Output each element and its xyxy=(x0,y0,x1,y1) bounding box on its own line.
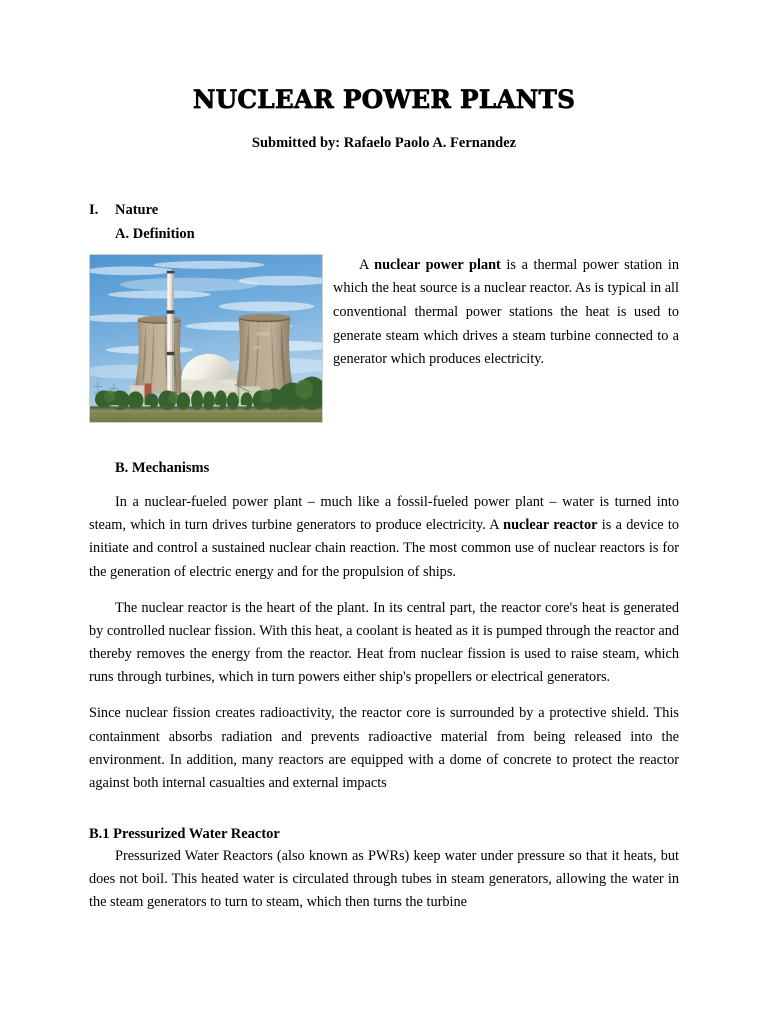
definition-rest: is a thermal power station in which the heat source is a nuclear reactor. As is typical in all conventional thermal power stations the heat is used to generate steam which drives a steam turbine connected to a generator which produces electricity. xyxy=(333,256,679,368)
definition-lead: A xyxy=(359,256,375,273)
heading-b-mechanisms: B. Mechanisms xyxy=(115,459,210,476)
submitted-by-line xyxy=(89,114,679,152)
pwr-paragraph-1: Pressurized Water Reactors (also known as PWRs) keep water under pressure so that it heats, but does not boil. This heated water is circulated through tubes in steam generators, allowing the water in the steam generators to turn to steam, which then turns the turbine xyxy=(89,847,679,910)
nuclear-power-plant-photo xyxy=(89,254,323,423)
mechanisms-paragraph-1 xyxy=(89,491,679,584)
heading-section-i xyxy=(89,152,679,221)
heading-b1-pressurized-water-reactor: B.1 Pressurized Water Reactor xyxy=(89,826,280,842)
definition-paragraph xyxy=(333,254,679,373)
heading-section-i-number: I. xyxy=(89,202,99,219)
mechanisms-paragraph-2: The nuclear reactor is the heart of the plant. In its central part, the reactor core's heat is generated by controlled nuclear fission. With this heat, a coolant is heated as it is pumped through the reactor and thereby removes the energy from the reactor. Heat from nuclear fission is used to raise steam, which runs through turbines, which in turn powers either ship's propellers or electrical generators. xyxy=(89,599,679,686)
heading-a-definition: A. Definition xyxy=(115,226,195,242)
mechanisms-paragraph-3: Since nuclear fission creates radioactivity, the reactor core is surrounded by a protective shield. This containment absorbs radiation and prevents radioactive material from being released into the environment. In addition, many reactors are equipped with a dome of concrete to protect the reactor against both internal casualties and external impacts xyxy=(89,705,679,791)
submitted-by-label: Submitted by: xyxy=(251,135,341,152)
document-content xyxy=(89,0,679,914)
page-title: NUCLEAR POWER PLANTS xyxy=(192,85,576,115)
nuclear-power-plant-illustration xyxy=(90,255,322,422)
definition-figure-block xyxy=(89,254,679,423)
mechanisms-p1-part1: In a nuclear-fueled power plant – much like a fossil-fueled power plant – water is turned into steam, which in turn drives turbine generators to produce electricity. A xyxy=(89,494,679,534)
mechanisms-p1-term: nuclear reactor xyxy=(503,517,598,534)
heading-section-i-label: Nature xyxy=(115,202,159,219)
author-name: Rafaelo Paolo A. Fernandez xyxy=(343,135,517,152)
definition-term: nuclear power plant xyxy=(374,256,501,273)
mechanisms-p1-part2: is a device to initiate and control a sustained nuclear chain reaction. The most common use of nuclear reactors is for the generation of electric energy and for the propulsion of ships. xyxy=(89,517,679,580)
